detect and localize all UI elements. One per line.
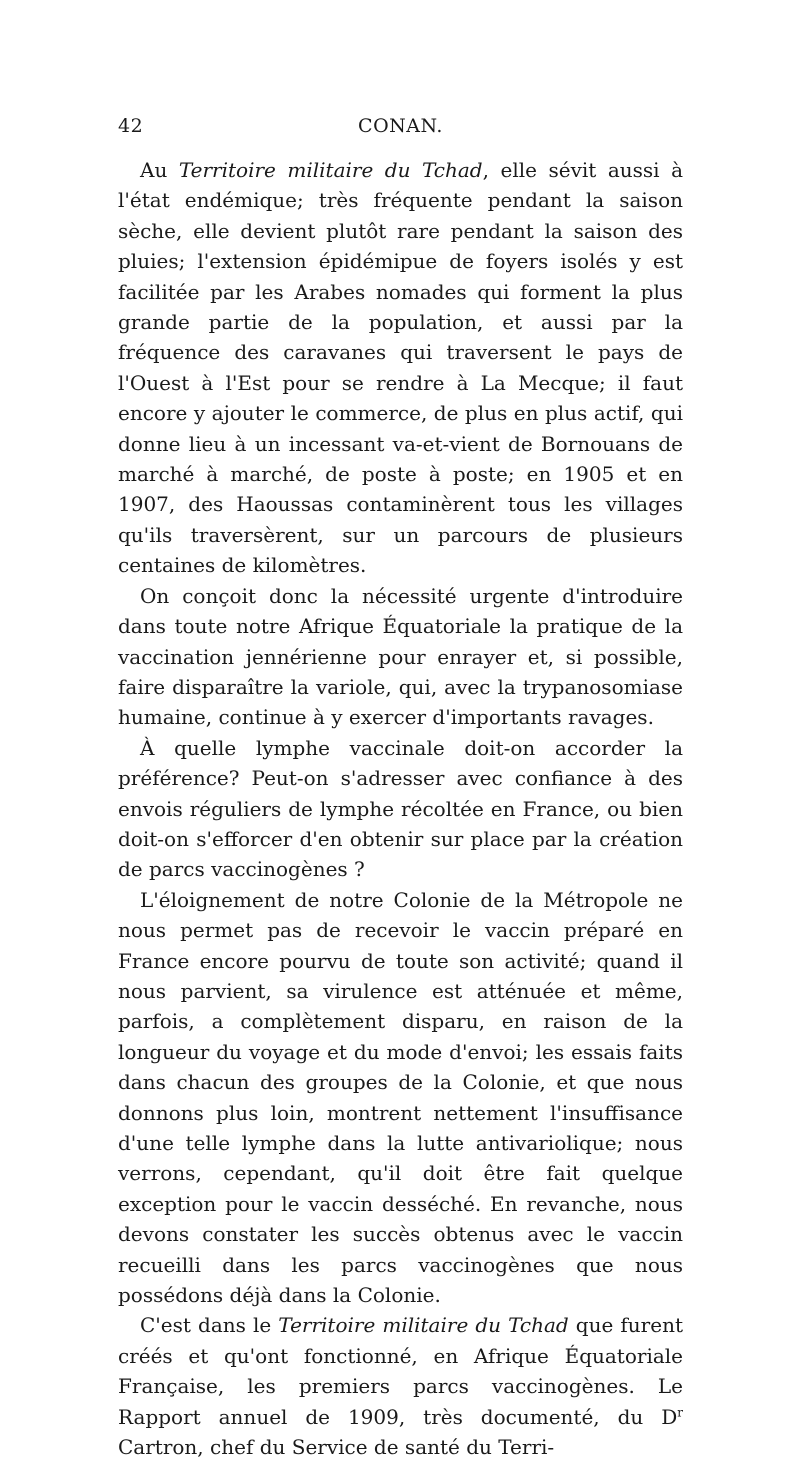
body-text <box>118 155 683 1462</box>
paragraph-5-superscript: r <box>677 1405 683 1419</box>
paragraph-1-italic: Territoire militaire du Tchad <box>178 158 483 182</box>
paragraph-3: À quelle lymphe vaccinale doit-on accorder la préférence? Peut-on s'adresser avec confiance à des envois réguliers de lymphe récoltée en France, ou bien doit-on s'efforcer d'en obtenir sur place par la création de parcs vaccinogènes ? <box>118 735 683 882</box>
paragraph-2: On conçoit donc la nécessité urgente d'introduire dans toute notre Afrique Équatoriale la pratique de la vaccination jennérienne pour enrayer et, si possible, faire disparaître la variole, qui, avec la trypanosomiase humaine, continue à y exercer d'importants ravages. <box>118 583 683 730</box>
paragraph-1 <box>118 155 683 581</box>
paragraph-1-prefix: Au <box>140 158 179 182</box>
paragraph-4: L'éloignement de notre Colonie de la Métropole ne nous permet pas de recevoir le vaccin préparé en France encore pourvu de toute son activité; quand il nous parvient, sa virulence est atténuée et même, parfois, a complètement disparu, en raison de la longueur du voyage et du mode d'envoi; les essais faits dans chacun des groupes de la Colonie, et que nous donnons plus loin, montrent nettement l'insuffisance d'une telle lymphe dans la lutte antivariolique; nous verrons, cependant, qu'il doit être fait quelque exception pour le vaccin desséché. En revanche, nous devons constater les succès obtenus avec le vaccin recueilli dans les parcs vaccinogènes que nous possédons déjà dans la Colonie. <box>118 887 683 1308</box>
page-number: 42 <box>118 115 144 137</box>
running-head <box>118 115 683 145</box>
paragraph-1-text: , elle sévit aussi à l'état endémique; très fréquente pendant la saison sèche, elle devient plutôt rare pendant la saison des pluies; l'extension épidémipue de foyers isolés y est facilitée par les Arabes nomades qui forment la plus grande partie de la population, et aussi par la fréquence des caravanes qui traversent le pays de l'Ouest à l'Est pour se rendre à La Mecque; il faut encore y ajouter le commerce, de plus en plus actif, qui donne lieu à un incessant va-et-vient de Bornouans de marché à marché, de poste à poste; en 1905 et en 1907, des Haoussas contaminèrent tous les villages qu'ils traversèrent, sur un parcours de plusieurs centaines de kilomètres. <box>118 158 683 578</box>
paragraph-5-italic: Territoire militaire du Tchad <box>278 1313 569 1338</box>
paragraph-5-prefix: C'est dans le <box>140 1313 279 1338</box>
running-title: CONAN. <box>358 115 443 137</box>
paragraph-5-end: Cartron, chef du Service de santé du Terri- <box>118 1435 555 1460</box>
paragraph-5-text: que furent créés et qu'ont fonctionné, en Afrique Équatoriale Française, les premiers parcs vaccinogènes. Le Rapport annuel de 1909, très documenté, du D <box>118 1313 683 1429</box>
paragraph-5 <box>118 1310 683 1462</box>
